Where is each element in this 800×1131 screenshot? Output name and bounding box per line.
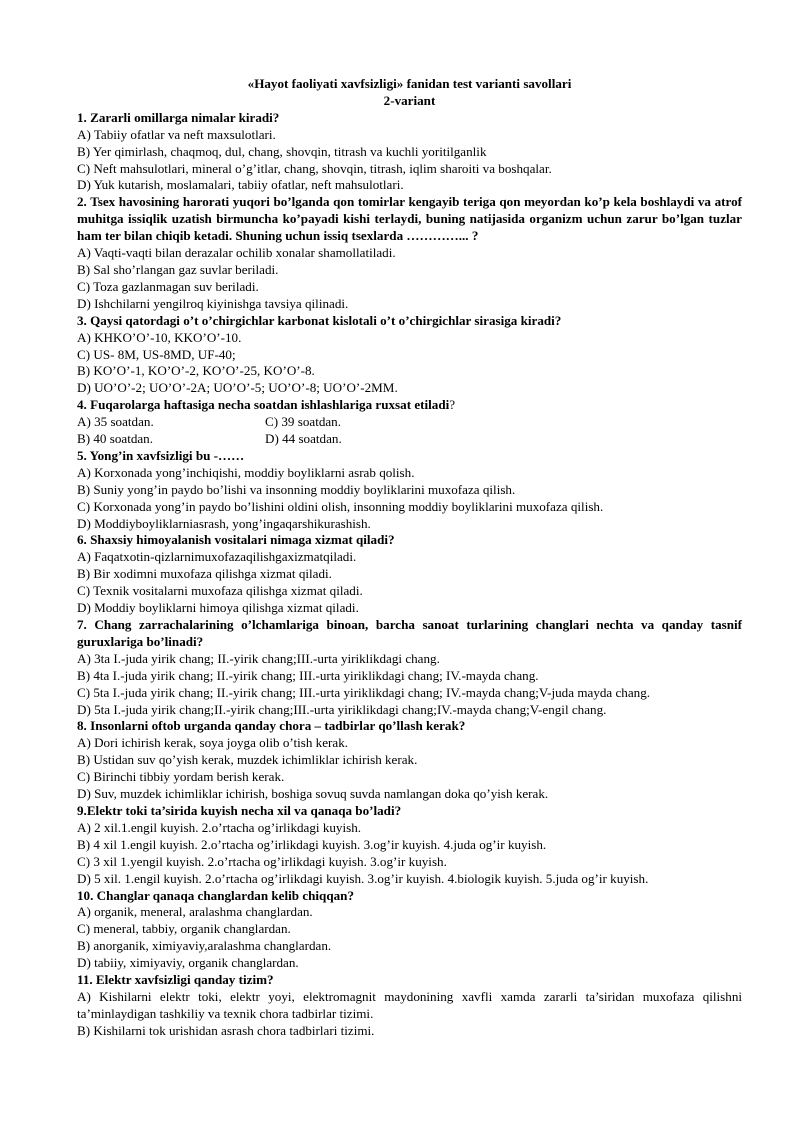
variant-label: 2-variant	[383, 92, 436, 108]
document-title: «Hayot faoliyati xavfsizligi» fanidan test varianti savollari	[247, 76, 572, 91]
question-7-option-a: A) 3ta I.-juda yirik chang; II.-yirik chang;III.-urta yiriklikdagi chang.	[77, 650, 440, 666]
question-5: 5. Yong’in xavfsizligi bu -……	[77, 447, 245, 463]
question-1-option-b: B) Yer qimirlash, chaqmoq, dul, chang, shovqin, titrash va kuchli yoritilganlik	[77, 143, 487, 159]
question-2: 2. Tsex havosining harorati yuqori bo’lganda qon tomirlar kengayib teriga qon meyordan ko’p kela boshlaydi va atrof muhitga issiqlik uzatish birmuncha ko’payadi kishi terlaydi, buning natijasida organizm uchun zarur bo’lgan tuzlar ham ter bilan chiqib ketadi. Shuning uchun issiq tsexlarda …………... ?	[77, 194, 742, 244]
question-3-option-b: B) KO’O’-1, KO’O’-2, KO’O’-25, KO’O’-8.	[77, 363, 315, 379]
question-9-option-a: A) 2 xil.1.engil kuyish. 2.o’rtacha og’irlikdagi kuyish.	[77, 819, 362, 835]
question-6-option-b: B) Bir xodimni muxofaza qilishga xizmat qiladi.	[77, 566, 332, 582]
question-8: 8. Insonlarni oftob urganda qanday chora – tadbirlar qo’llash kerak?	[77, 718, 466, 734]
question-11-option-a: A) Kishilarni elektr toki, elektr yoyi, elektromagnit maydonining xavfli xamda zararli ta’siridan muxofaza qilishni ta’minlaydigan tashkiliy va texnik chora tadbirlar tizimi.	[77, 988, 742, 1021]
question-4-option-a: A) 35 soatdan.	[77, 414, 154, 430]
question-3-option-a: A) KHKO’O’-10, KKO’O’-10.	[77, 329, 242, 345]
question-4-option-b: B) 40 soatdan.	[77, 431, 154, 447]
question-5-option-d: D) Moddiyboyliklarniasrash, yong’ingaqarshikurashish.	[77, 515, 371, 531]
question-3-option-c: C) US- 8M, US-8MD, UF-40;	[77, 346, 236, 362]
question-6-option-a: A) Faqatxotin-qizlarnimuxofazaqilishgaxizmatqiladi.	[77, 549, 357, 565]
question-1-option-d: D) Yuk kutarish, moslamalari, tabiiy ofatlar, neft mahsulotlari.	[77, 177, 404, 193]
question-2-option-c: C) Toza gazlanmagan suv beriladi.	[77, 278, 259, 294]
question-10-option-c: C) meneral, tabbiy, organik changlardan.	[77, 921, 291, 937]
question-4	[77, 397, 742, 414]
question-11: 11. Elektr xavfsizligi qanday tizim?	[77, 972, 274, 988]
question-5-option-c: C) Korxonada yong’in paydo bo’lishini oldini olish, insonning moddiy boyliklarini muxofaza qilish.	[77, 498, 604, 514]
question-10-option-a: A) organik, meneral, aralashma changlardan.	[77, 904, 313, 920]
question-7: 7. Chang zarrachalarining o’lchamlariga binoan, barcha sanoat turlarining changlari nechta va qanday tasnif guruxlariga bo’linadi?	[77, 617, 742, 649]
question-9-option-c: C) 3 xil 1.yengil kuyish. 2.o’rtacha og’irlikdagi kuyish. 3.og’ir kuyish.	[77, 853, 447, 869]
question-4-option-c: C) 39 soatdan.	[265, 414, 342, 430]
question-7-option-c: C) 5ta I.-juda yirik chang; II.-yirik chang; III.-urta yiriklikdagi chang; IV.-mayda chang;V-juda mayda chang.	[77, 684, 651, 700]
question-1: 1. Zararli omillarga nimalar kiradi?	[77, 109, 280, 125]
question-10: 10. Changlar qanaqa changlardan kelib chiqqan?	[77, 887, 354, 903]
question-9-option-b: B) 4 xil 1.engil kuyish. 2.o’rtacha og’irlikdagi kuyish. 3.og’ir kuyish. 4.juda og’ir kuyish.	[77, 836, 547, 852]
question-4-options	[77, 414, 742, 448]
question-8-option-a: A) Dori ichirish kerak, soya joyga olib o’tish kerak.	[77, 735, 349, 751]
question-8-option-c: C) Birinchi tibbiy yordam berish kerak.	[77, 769, 285, 785]
question-4-text: 4. Fuqarolarga haftasiga necha soatdan ishlashlariga ruxsat etiladi	[77, 397, 450, 413]
question-2-option-b: B) Sal sho’rlangan gaz suvlar beriladi.	[77, 261, 279, 277]
question-7-option-b: B) 4ta I.-juda yirik chang; II.-yirik chang; III.-urta yiriklikdagi chang; IV.-mayda chang.	[77, 667, 539, 683]
question-9-option-d: D) 5 xil. 1.engil kuyish. 2.o’rtacha og’irlikdagi kuyish. 3.og’ir kuyish. 4.biologik kuyish. 5.juda og’ir kuyish.	[77, 870, 649, 886]
question-3: 3. Qaysi qatordagi o’t o’chirgichlar karbonat kislotali o’t o’chirgichlar sirasiga kiradi?	[77, 312, 562, 328]
question-2-option-a: A) Vaqti-vaqti bilan derazalar ochilib xonalar shamollatiladi.	[77, 245, 396, 261]
question-9: 9.Elektr toki ta’sirida kuyish necha xil va qanaqa bo’ladi?	[77, 802, 402, 818]
question-7-option-d: D) 5ta I.-juda yirik chang;II.-yirik chang;III.-urta yiriklikdagi chang;IV.-mayda chang;V-engil chang.	[77, 701, 607, 717]
question-4-mark: ?	[449, 397, 456, 413]
question-10-option-d: D) tabiiy, ximiyaviy, organik changlardan.	[77, 955, 299, 971]
question-8-option-d: D) Suv, muzdek ichimliklar ichirish, boshiga sovuq suvda namlangan doka qo’yish kerak.	[77, 786, 549, 802]
question-6: 6. Shaxsiy himoyalanish vositalari nimaga xizmat qiladi?	[77, 532, 395, 548]
question-6-option-d: D) Moddiy boyliklarni himoya qilishga xizmat qiladi.	[77, 600, 359, 616]
question-3-option-d: D) UO’O’-2; UO’O’-2A; UO’O’-5; UO’O’-8; UO’O’-2MM.	[77, 380, 398, 396]
question-5-option-a: A) Korxonada yong’inchiqishi, moddiy boyliklarni asrab qolish.	[77, 464, 415, 480]
question-2-option-d: D) Ishchilarni yengilroq kiyinishga tavsiya qilinadi.	[77, 295, 349, 311]
question-1-option-c: C) Neft mahsulotlari, mineral o’g’itlar, chang, shovqin, titrash, iqlim sharoiti va boshqalar.	[77, 160, 552, 176]
question-4-option-d: D) 44 soatdan.	[265, 431, 342, 447]
question-11-option-b: B) Kishilarni tok urishidan asrash chora tadbirlari tizimi.	[77, 1022, 375, 1038]
question-8-option-b: B) Ustidan suv qo’yish kerak, muzdek ichimliklar ichirish kerak.	[77, 752, 418, 768]
question-6-option-c: C) Texnik vositalarni muxofaza qilishga xizmat qiladi.	[77, 583, 363, 599]
question-5-option-b: B) Suniy yong’in paydo bo’lishi va insonning moddiy boyliklarini muxofaza qilish.	[77, 481, 516, 497]
question-1-option-a: A) Tabiiy ofatlar va neft maxsulotlari.	[77, 126, 276, 142]
question-10-option-b: B) anorganik, ximiyaviy,aralashma changlardan.	[77, 938, 332, 954]
